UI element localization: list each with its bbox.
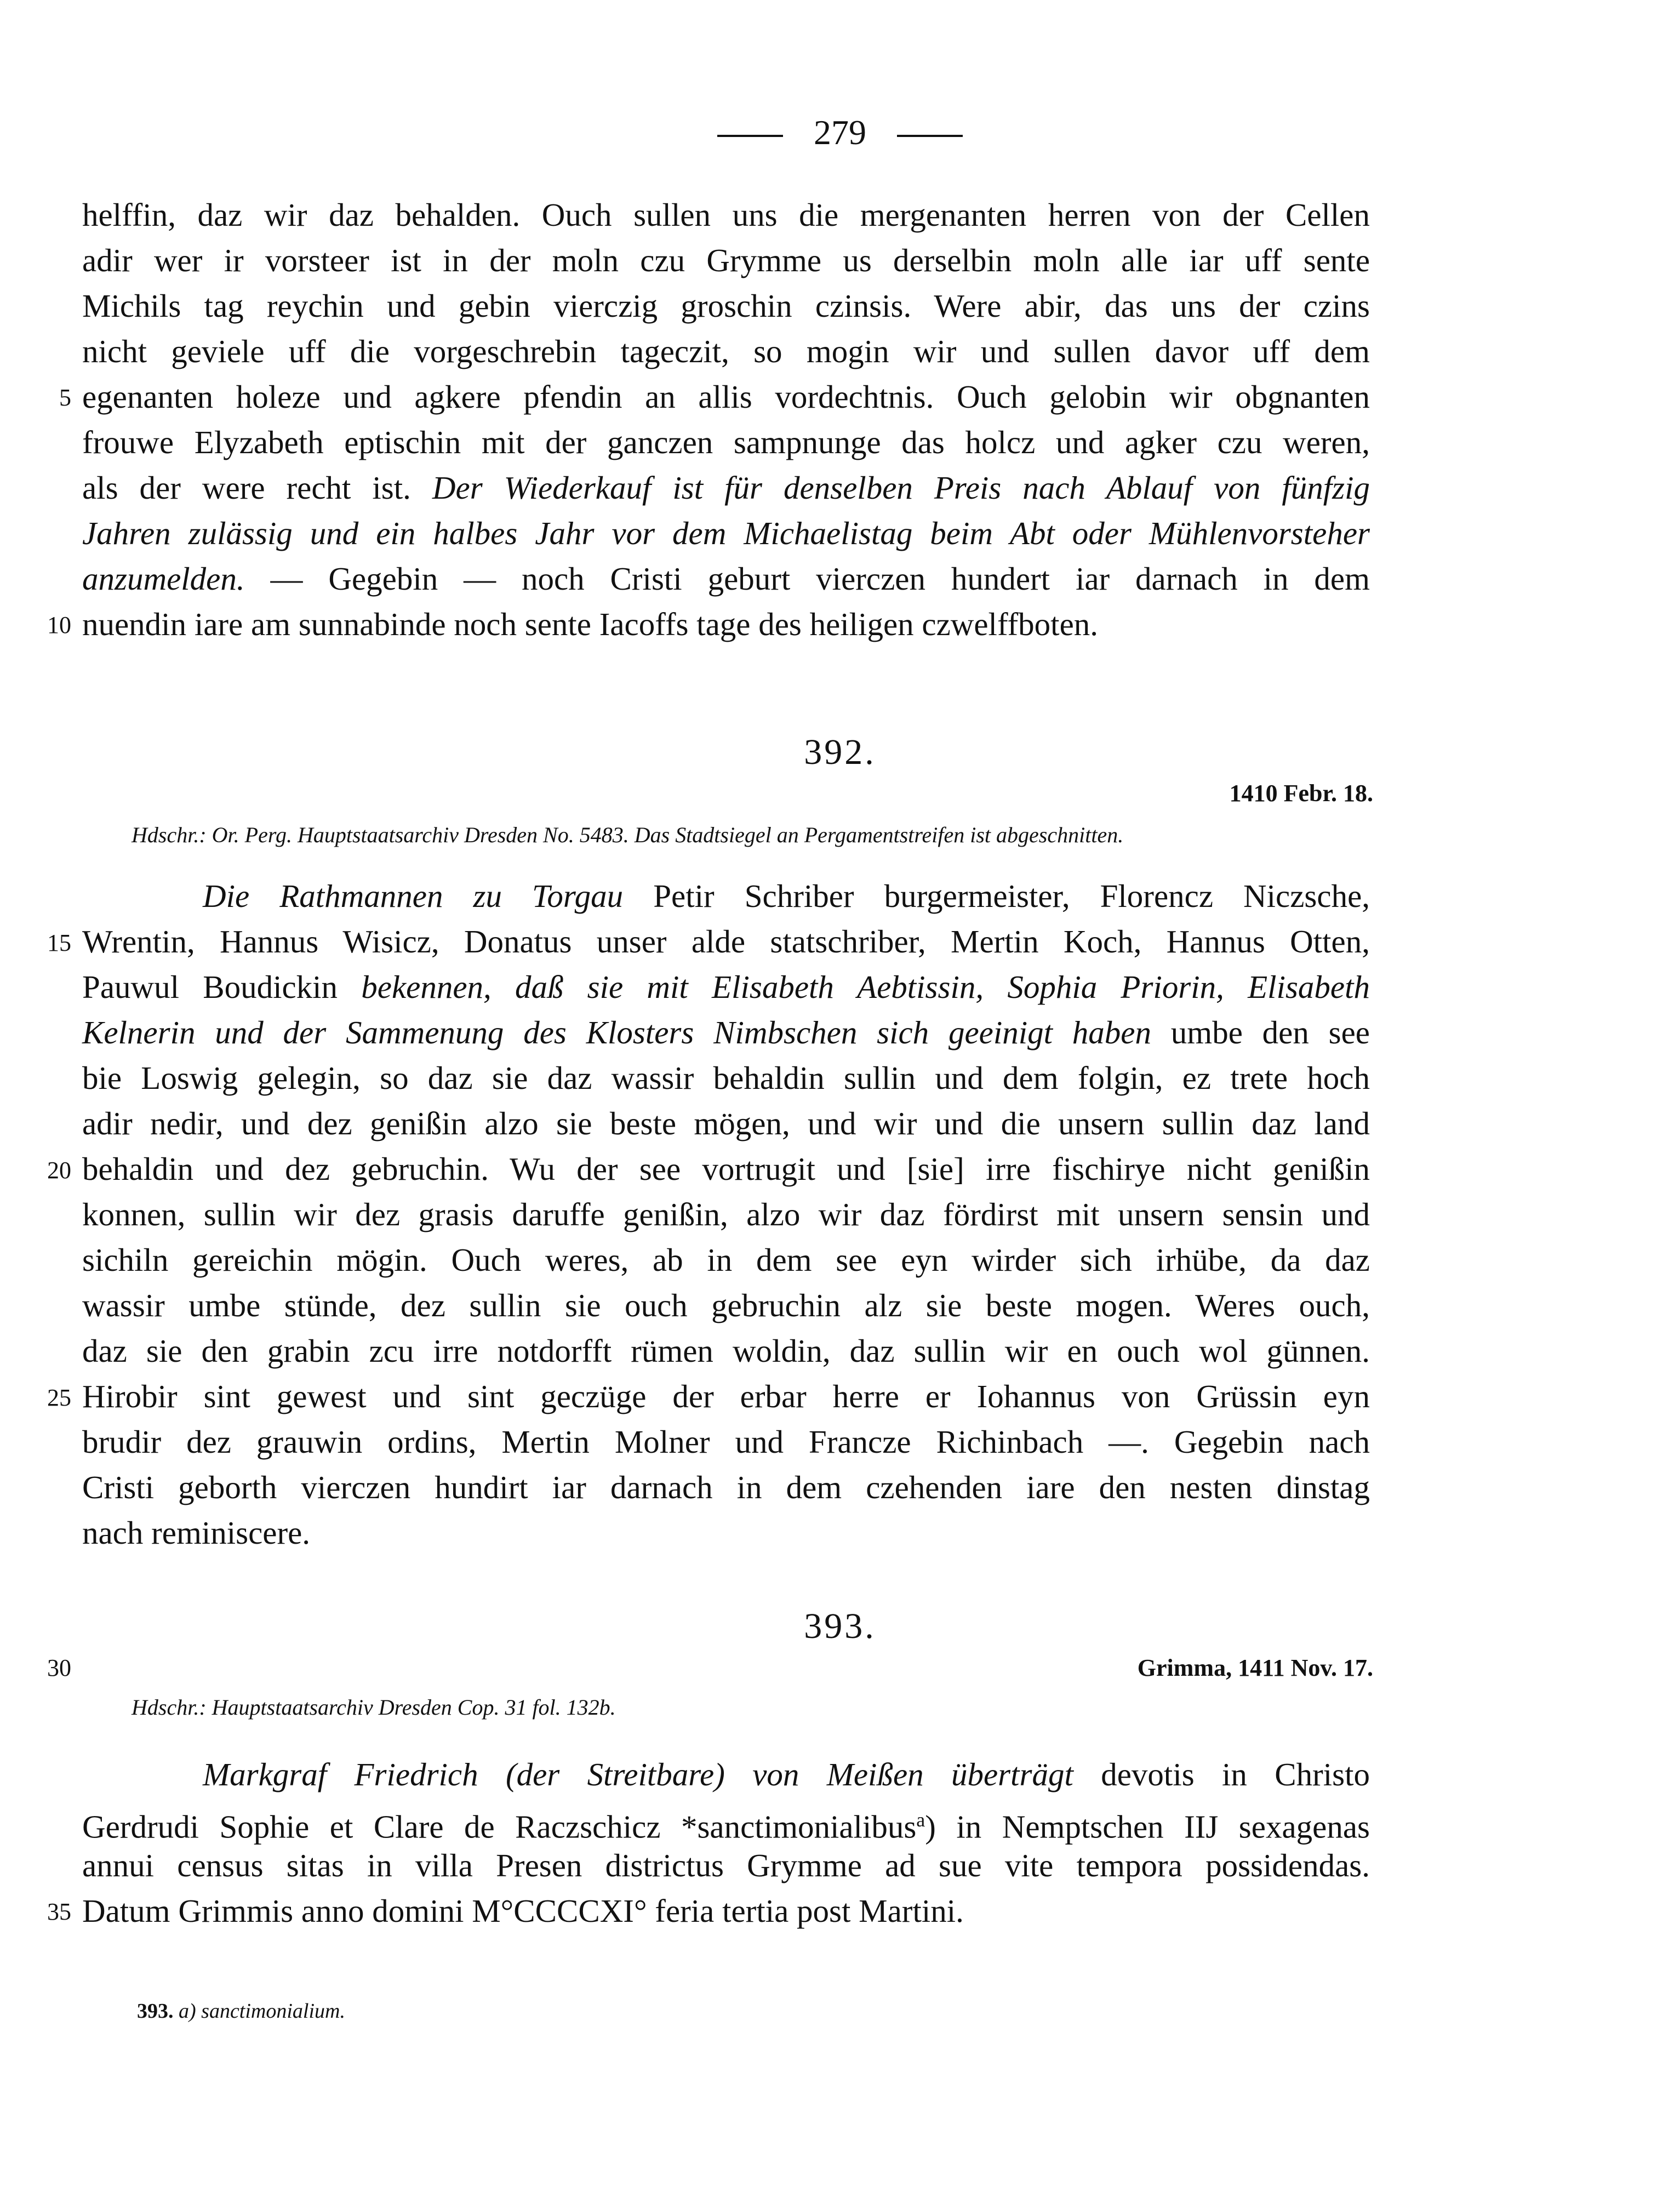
text-line: Datum Grimmis anno domini M°CCCCXI° feria tertia post Martini. [82, 1893, 964, 1929]
line-number: 25 [47, 1384, 71, 1411]
text-line: nach reminiscere. [82, 1515, 311, 1551]
document-date: 1410 Febr. 18. [1229, 780, 1373, 807]
editorial-italic: anzumelden. [82, 561, 245, 597]
text-run: ) in Nemptschen IIJ sexagenas [925, 1808, 1370, 1845]
line-number: 15 [47, 929, 71, 956]
text-line: brudir dez grauwin ordins, Mertin Molner und Francze Richinbach —. Gegebin nach [82, 1424, 1370, 1460]
text-run: Pauwul Boudickin [82, 969, 338, 1005]
page-number: 279 [814, 113, 866, 152]
text-line: helffin, daz wir daz behalden. Ouch sullen uns die mergenanten herren von der Cellen [82, 197, 1370, 233]
footnote [137, 1999, 345, 2023]
text-line: Wrentin, Hannus Wisicz, Donatus unser alde statschriber, Mertin Koch, Hannus Otten, [82, 923, 1370, 960]
text-run: als der were recht ist. [82, 470, 411, 506]
line-number: 35 [47, 1898, 71, 1925]
text-line: behaldin und dez gebruchin. Wu der see vortrugit und [sie] irre fischirye nicht genißin [82, 1151, 1370, 1187]
text-line [82, 511, 1370, 555]
text-line: wassir umbe stünde, dez sullin sie ouch gebruchin alz sie beste mogen. Weres ouch, [82, 1287, 1370, 1323]
footnote-text: a) sanctimonialium. [179, 2000, 345, 2023]
text-line: adir nedir, und dez genißin alzo sie beste mögen, und wir und die unsern sullin daz land [82, 1105, 1370, 1141]
text-line: bie Loswig gelegin, so daz sie daz wassir behaldin sullin und dem folgin, ez trete hoch [82, 1060, 1370, 1096]
text-run: Gerdrudi Sophie et Clare de Raczschicz *sanctimonialibus [82, 1808, 917, 1845]
line-number: 10 [47, 612, 71, 638]
text-run: umbe den see [1170, 1014, 1370, 1051]
editorial-italic: Die Rathmannen zu Torgau [203, 878, 624, 914]
header-dash-right [897, 135, 963, 137]
text-line: Cristi geborth vierczen hundirt iar darnach in dem czehenden iare den nesten dinstag [82, 1469, 1370, 1505]
document-date: Grimma, 1411 Nov. 17. [1137, 1654, 1373, 1681]
source-citation: Hdschr.: Hauptstaatsarchiv Dresden Cop. 31 fol. 132b. [132, 1695, 616, 1720]
line-number: 5 [59, 384, 71, 411]
text-line: Michils tag reychin und gebin vierczig groschin czinsis. Were abir, das uns der czins [82, 288, 1370, 324]
document-number: 393. [804, 1606, 876, 1646]
editorial-italic: Der Wiederkauf ist für denselben Preis nach Ablauf von fünfzig [432, 470, 1370, 506]
text-line: nicht geviele uff die vorgeschrebin tageczit, so mogin wir und sullen davor uff dem [82, 333, 1370, 369]
line-number: 30 [47, 1654, 71, 1681]
text-line-mixed [82, 965, 1370, 1009]
text-line: egenanten holeze und agkere pfendin an allis vordechtnis. Ouch gelobin wir obgnanten [82, 379, 1370, 415]
text-line: frouwe Elyzabeth eptischin mit der ganczen sampnunge das holcz und agker czu weren, [82, 424, 1370, 460]
text-line: nuendin iare am sunnabinde noch sente Iacoffs tage des heiligen czwelffboten. [82, 606, 1099, 642]
line-number: 20 [47, 1157, 71, 1184]
page-header [0, 112, 1680, 153]
editorial-italic: Markgraf Friedrich (der Streitbare) von Meißen überträgt [203, 1756, 1073, 1792]
footnote-number: 393. [137, 2000, 174, 2023]
text-run: — Gegebin — noch Cristi geburt vierczen hundert iar darnach in dem [270, 561, 1370, 597]
text-line: Hirobir sint gewest und sint geczüge der erbar herre er Iohannus von Grüssin eyn [82, 1378, 1370, 1414]
text-line: annui census sitas in villa Presen districtus Grymme ad sue vite tempora possidendas. [82, 1847, 1370, 1883]
editorial-italic: bekennen, daß sie mit Elisabeth Aebtissin, Sophia Priorin, Elisabeth [361, 969, 1370, 1005]
footnote-marker: a [916, 1809, 925, 1831]
text-line-mixed [203, 1752, 1370, 1796]
text-line: konnen, sullin wir dez grasis daruffe genißin, alzo wir daz fördirst mit unsern sensin und [82, 1196, 1370, 1232]
text-line: daz sie den grabin zcu irre notdorfft rümen woldin, daz sullin wir en ouch wol günnen. [82, 1333, 1370, 1369]
source-citation: Hdschr.: Or. Perg. Hauptstaatsarchiv Dresden No. 5483. Das Stadtsiegel an Pergamentstreifen ist abgeschnitten. [132, 823, 1124, 847]
editorial-italic: Kelnerin und der Sammenung des Klosters Nimbschen sich geeinigt haben [82, 1014, 1151, 1051]
text-line: sichiln gereichin mögin. Ouch weres, ab in dem see eyn wirder sich irhübe, da daz [82, 1242, 1370, 1278]
text-line-mixed [82, 557, 1370, 601]
text-line: adir wer ir vorsteer ist in der moln czu Grymme us derselbin moln alle iar uff sente [82, 242, 1370, 278]
text-line-mixed [82, 1798, 1370, 1849]
text-line-mixed [203, 874, 1370, 918]
text-line-mixed [82, 1010, 1370, 1054]
document-number: 392. [804, 732, 876, 772]
text-run: devotis in Christo [1101, 1756, 1370, 1792]
text-run: Petir Schriber burgermeister, Florencz Niczsche, [653, 878, 1370, 914]
editorial-italic: Jahren zulässig und ein halbes Jahr vor dem Michaelistag beim Abt oder Mühlenvorsteher [82, 515, 1370, 551]
text-line-mixed [82, 466, 1370, 510]
header-dash-left [717, 135, 783, 137]
